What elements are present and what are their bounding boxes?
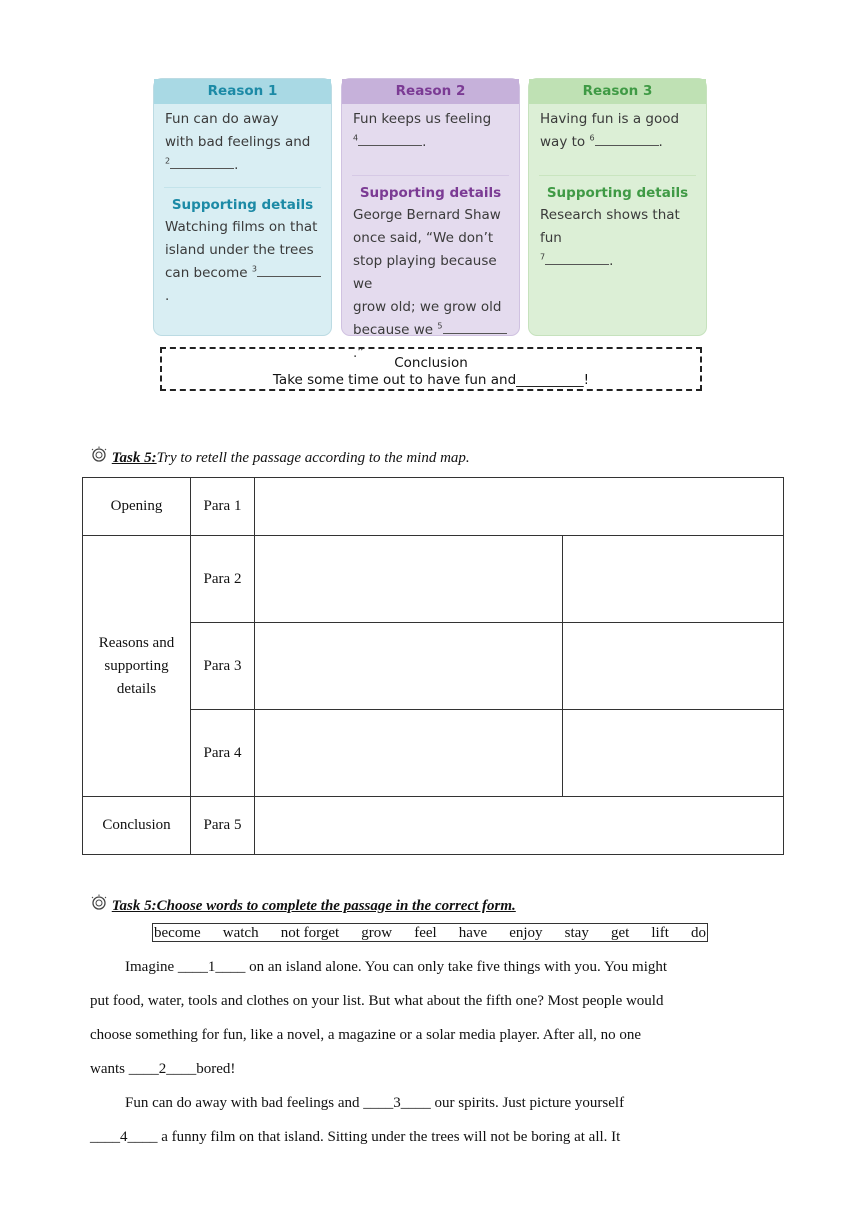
answer-cell[interactable]: [255, 710, 563, 797]
support-text: can become: [165, 265, 248, 281]
punctuation: .: [422, 134, 427, 150]
support-line: island under the trees: [165, 242, 314, 258]
divider: [164, 187, 321, 188]
word-bank-item: enjoy: [509, 925, 543, 941]
passage: [90, 950, 770, 1154]
word-bank-item: do: [691, 925, 706, 941]
passage-line: Fun can do away with bad feelings and ____3____ our spirits. Just picture yourself: [125, 1095, 625, 1111]
word-bank-item: lift: [651, 925, 669, 941]
word-bank-item: become: [154, 925, 201, 941]
support-line: once said, “We don’t: [353, 230, 494, 246]
answer-cell[interactable]: [255, 797, 784, 855]
task-label: Task 5:: [111, 450, 157, 466]
reason-heading: Reason 2: [342, 79, 519, 104]
support-line-blank: [540, 250, 696, 273]
blank-number: 2: [165, 156, 171, 166]
supporting-heading: Supporting details: [359, 185, 502, 201]
punctuation: .: [609, 253, 614, 269]
conclusion-text: Take some time out to have fun and__________!: [272, 372, 590, 388]
support-line: Watching films on that: [165, 219, 318, 235]
word-bank-item: watch: [222, 925, 259, 941]
answer-cell[interactable]: [563, 710, 784, 797]
answer-cell[interactable]: [563, 536, 784, 623]
task-label: Task 5:Choose words to complete the passage in the correct form.: [111, 898, 516, 914]
conclusion-cell: Conclusion: [83, 797, 191, 855]
reasons-label: Reasons and supporting details: [98, 634, 175, 697]
lightbulb-head-icon: [90, 894, 108, 912]
word-bank-item: feel: [414, 925, 437, 941]
task-retell-title: [90, 446, 470, 467]
opening-cell: Opening: [83, 478, 191, 536]
blank-number: 7: [540, 252, 546, 262]
reason-blank-line: [540, 131, 696, 154]
reason-line: with bad feelings and: [165, 134, 311, 150]
reason-blank-line: [165, 154, 321, 177]
reasons-cell: [83, 536, 191, 797]
support-line: George Bernard Shaw: [353, 207, 501, 223]
blank-number: 3: [251, 264, 257, 274]
divider: [352, 175, 509, 176]
answer-cell[interactable]: [255, 623, 563, 710]
task-choose-title: [90, 894, 516, 915]
support-line: stop playing because we: [353, 253, 497, 292]
support-line: grow old; we grow old: [353, 299, 502, 315]
blank-number: 4: [353, 133, 359, 143]
reason-line: Having fun is a good: [540, 111, 680, 127]
conclusion-title: Conclusion: [394, 355, 468, 371]
word-bank-item: have: [458, 925, 488, 941]
passage-line: put food, water, tools and clothes on your list. But what about the fifth one? Most people would: [90, 993, 664, 1009]
passage-line: wants ____2____bored!: [90, 1061, 236, 1077]
retell-table: [82, 477, 784, 855]
blank-number: 5: [437, 321, 443, 331]
reason-line: Fun keeps us feeling: [353, 111, 492, 127]
para-label: Para 4: [191, 710, 255, 797]
conclusion-box: [160, 347, 702, 391]
divider: [539, 175, 696, 176]
reason-card-2: [341, 78, 520, 361]
lightbulb-head-icon: [90, 446, 108, 464]
word-bank-item: not forget: [280, 925, 340, 941]
passage-line: Imagine ____1____ on an island alone. You can only take five things with you. You might: [125, 959, 668, 975]
answer-cell[interactable]: [255, 536, 563, 623]
supporting-heading: Supporting details: [546, 185, 689, 201]
punctuation: .: [234, 157, 239, 173]
para-label: Para 3: [191, 623, 255, 710]
reason-text: way to: [540, 134, 586, 150]
reason-card-3: [528, 78, 707, 336]
reason-heading: Reason 1: [154, 79, 331, 104]
punctuation: .: [658, 134, 663, 150]
word-bank-item: get: [610, 925, 630, 941]
word-bank: [152, 923, 708, 942]
reason-heading: Reason 3: [529, 79, 706, 104]
support-line: Research shows that fun: [540, 207, 680, 246]
reason-card-1: [153, 78, 332, 336]
word-bank-item: grow: [361, 925, 393, 941]
blank-number: 6: [589, 133, 595, 143]
answer-cell[interactable]: [255, 478, 784, 536]
word-bank-item: stay: [564, 925, 589, 941]
para-label: Para 2: [191, 536, 255, 623]
task-instruction: Try to retell the passage according to the mind map.: [156, 450, 470, 466]
answer-cell[interactable]: [563, 623, 784, 710]
para-label: Para 5: [191, 797, 255, 855]
reason-line: Fun can do away: [165, 111, 279, 127]
support-text: because we: [353, 322, 434, 338]
passage-line: choose something for fun, like a novel, a magazine or a solar media player. After all, no one: [90, 1027, 642, 1043]
reason-blank-line: [353, 131, 509, 154]
supporting-heading: Supporting details: [171, 197, 314, 213]
punctuation: .”: [353, 345, 365, 361]
support-line-blank: [165, 262, 321, 308]
punctuation: .: [165, 288, 170, 304]
para-label: Para 1: [191, 478, 255, 536]
passage-line: ____4____ a funny film on that island. Sitting under the trees will not be boring at all. It: [90, 1129, 621, 1145]
